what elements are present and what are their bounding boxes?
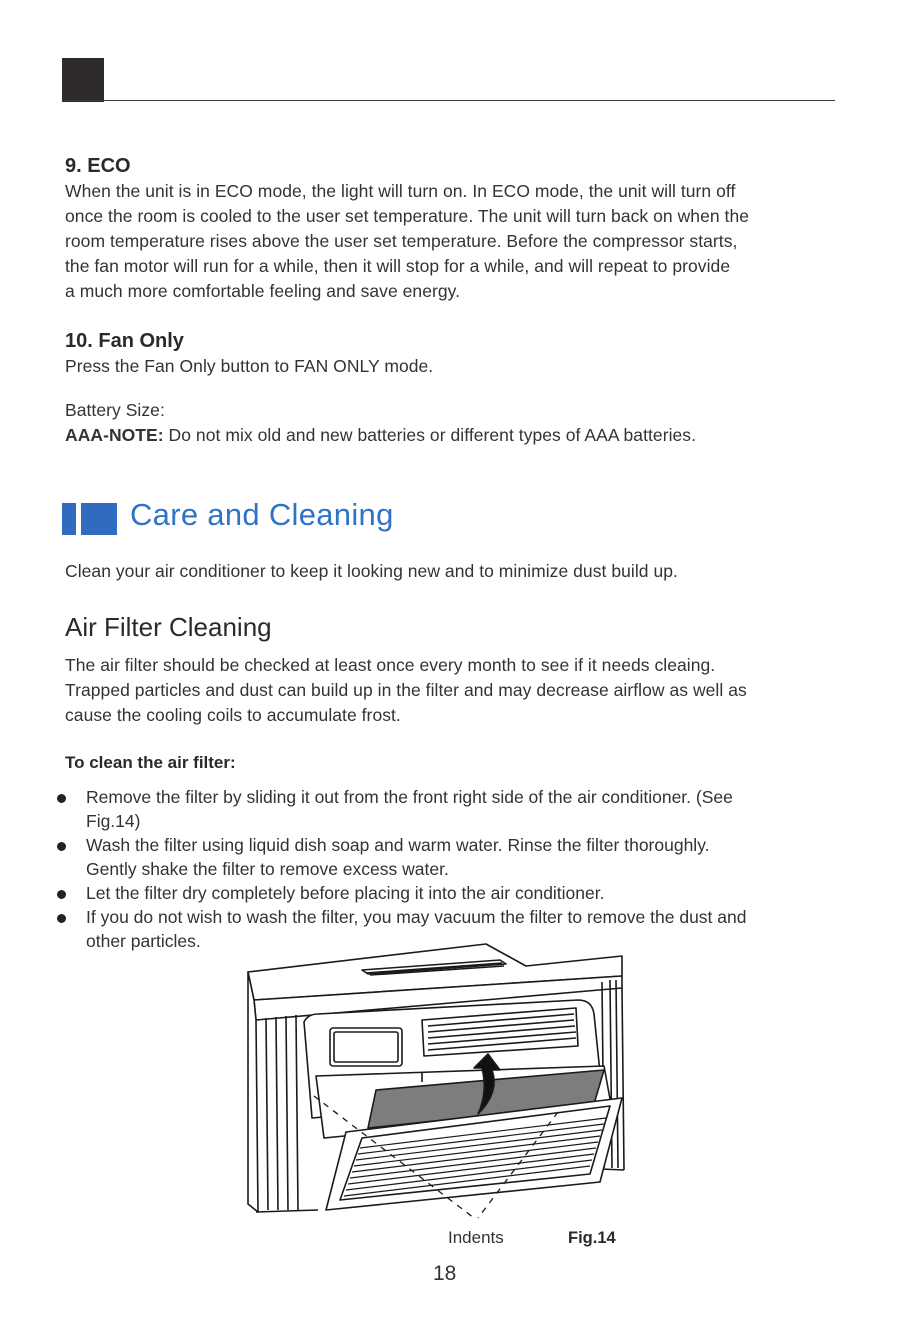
bullet-icon (57, 842, 66, 851)
section-marker-bar (62, 503, 76, 535)
eco-line: When the unit is in ECO mode, the light will turn on. In ECO mode, the unit will turn off (65, 181, 736, 201)
bullet-icon (57, 794, 66, 803)
care-intro: Clean your air conditioner to keep it looking new and to minimize dust build up. (65, 561, 678, 581)
to-clean-heading: To clean the air filter: (65, 753, 236, 772)
header-rule (62, 100, 835, 101)
eco-paragraph (65, 179, 840, 304)
air-filter-line: Trapped particles and dust can build up in the filter and may decrease airflow as well as (65, 680, 747, 700)
eco-line: once the room is cooled to the user set temperature. The unit will turn back on when the (65, 206, 750, 226)
step-line: Let the filter dry completely before placing it into the air conditioner. (86, 883, 605, 903)
step-line: Gently shake the filter to remove excess water. (86, 859, 449, 879)
step-line: Wash the filter using liquid dish soap and warm water. Rinse the filter thoroughly. (86, 835, 710, 855)
step-line: Remove the filter by sliding it out from the front right side of the air conditioner. (See (86, 787, 733, 807)
eco-line: the fan motor will run for a while, then it will stop for a while, and will repeat to provide (65, 256, 731, 276)
bullet-icon (57, 914, 66, 923)
battery-note-text: Do not mix old and new batteries or different types of AAA batteries. (163, 425, 697, 445)
indents-callout: Indents (448, 1228, 504, 1247)
fan-only-section (65, 330, 840, 379)
eco-line: a much more comfortable feeling and save energy. (65, 281, 461, 301)
section-marker-bar (81, 503, 117, 535)
air-filter-line: cause the cooling coils to accumulate frost. (65, 705, 401, 725)
eco-heading: 9. ECO (65, 155, 131, 177)
eco-line: room temperature rises above the user set temperature. Before the compressor starts, (65, 231, 738, 251)
air-filter-paragraph (65, 653, 845, 728)
figure-label: Fig.14 (568, 1229, 616, 1247)
battery-note (65, 423, 845, 448)
bullet-icon (57, 890, 66, 899)
eco-section (65, 155, 840, 304)
care-title: Care and Cleaning (130, 497, 394, 532)
air-conditioner-illustration (238, 942, 630, 1227)
air-filter-title: Air Filter Cleaning (65, 612, 272, 642)
battery-size-label: Battery Size: (65, 400, 165, 420)
fan-only-heading: 10. Fan Only (65, 330, 184, 352)
step-line: Fig.14) (86, 811, 141, 831)
step-line: If you do not wish to wash the filter, you may vacuum the filter to remove the dust and (86, 907, 747, 927)
battery-note-label: AAA-NOTE: (65, 425, 164, 445)
list-item (55, 881, 845, 905)
air-filter-line: The air filter should be checked at least once every month to see if it needs cleaing. (65, 655, 716, 675)
list-item (55, 785, 845, 833)
fan-only-text: Press the Fan Only button to FAN ONLY mode. (65, 356, 434, 376)
header-block (62, 58, 104, 102)
step-line: other particles. (86, 931, 201, 951)
list-item (55, 833, 845, 881)
page-number: 18 (433, 1262, 457, 1285)
cleaning-steps (55, 785, 845, 953)
battery-section (65, 398, 845, 448)
